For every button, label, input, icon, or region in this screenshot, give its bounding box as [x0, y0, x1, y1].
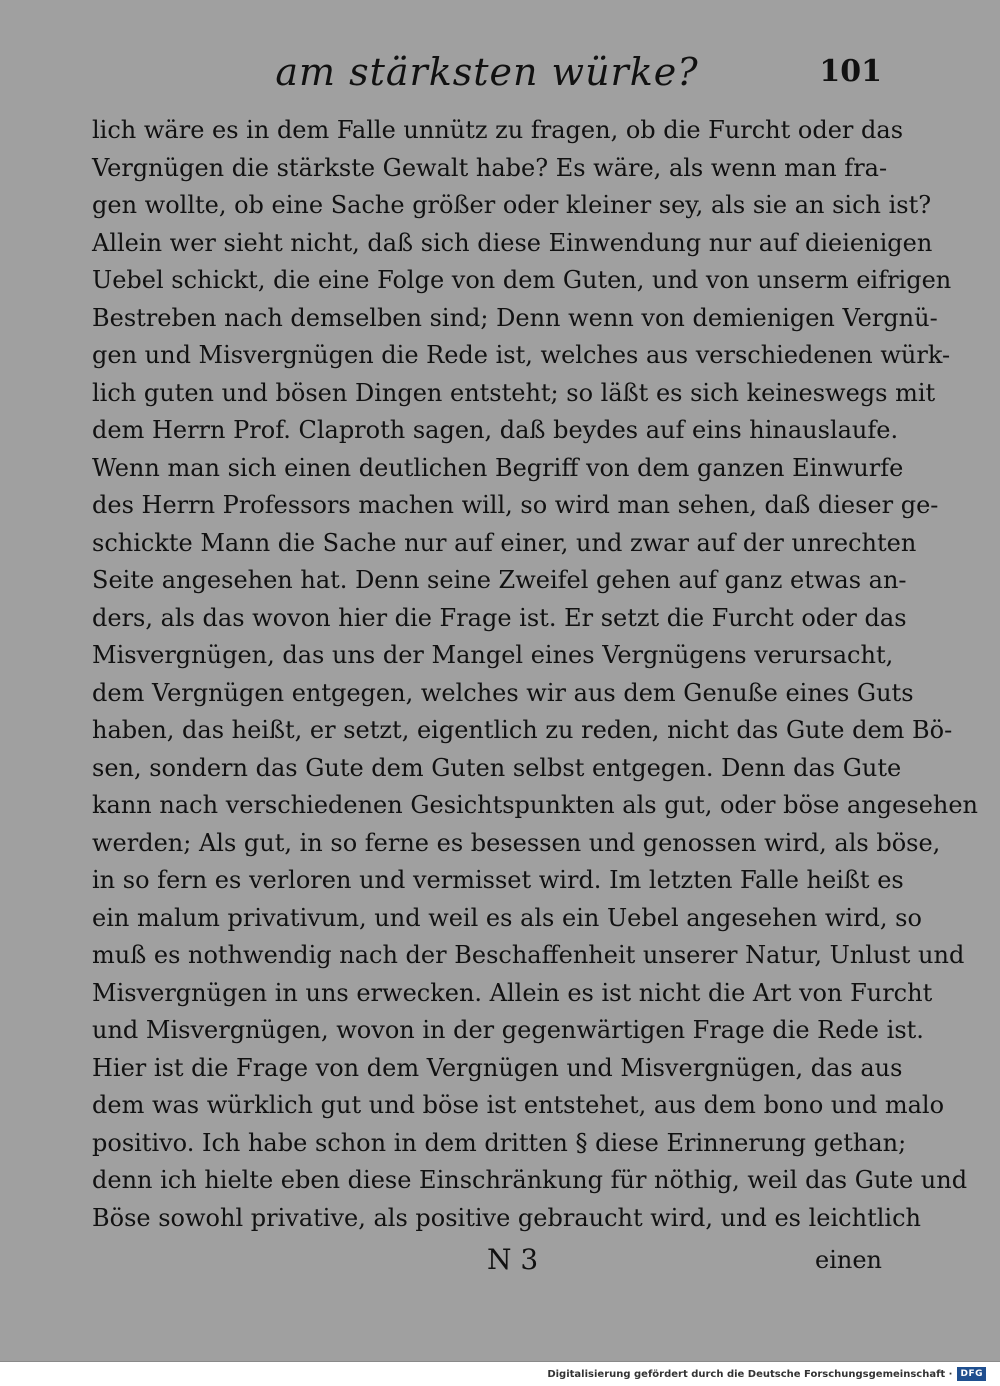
text-line: werden; Als gut, in so ferne es besessen und genossen wird, als böse,	[92, 828, 941, 857]
text-line: Vergnügen die stärkste Gewalt habe? Es wäre, als wenn man fra-	[92, 153, 888, 182]
text-line: Misvergnügen, das uns der Mangel eines Vergnügens verursacht,	[92, 641, 894, 669]
text-line: gen und Misvergnügen die Rede ist, welches aus verschiedenen würk-	[92, 341, 951, 369]
text-line: dem was würklich gut und böse ist entstehet, aus dem bono und malo	[92, 1091, 945, 1119]
body-text	[92, 112, 979, 1237]
text-line: dem Vergnügen entgegen, welches wir aus dem Genuße eines Guts	[92, 678, 914, 707]
text-line: Uebel schickt, die eine Folge von dem Guten, und von unserm eifrigen	[92, 266, 952, 294]
text-line: Wenn man sich einen deutlichen Begriff von dem ganzen Einwurfe	[92, 453, 904, 482]
funding-text: Digitalisierung gefördert durch die Deutsche Forschungsgemeinschaft ·	[547, 1368, 953, 1380]
page-footer	[92, 1240, 882, 1280]
funding-bar	[0, 1361, 1000, 1386]
text-line: Böse sowohl privative, als positive gebraucht wird, und es leichtlich	[92, 1203, 921, 1232]
text-line: in so fern es verloren und vermisset wird. Im letzten Falle heißt es	[92, 866, 904, 894]
text-line: positivo. Ich habe schon in dem dritten § diese Erinnerung gethan;	[92, 1128, 907, 1157]
text-line: dem Herrn Prof. Claproth sagen, daß beydes auf eins hinauslaufe.	[92, 416, 899, 444]
text-line: Bestreben nach demselben sind; Denn wenn von demienigen Vergnü-	[92, 303, 938, 332]
text-line: des Herrn Professors machen will, so wird man sehen, daß dieser ge-	[92, 491, 939, 519]
text-line: haben, das heißt, er setzt, eigentlich zu reden, nicht das Gute dem Bö-	[92, 716, 953, 744]
page-header	[92, 44, 882, 100]
page-number: 101	[819, 54, 882, 89]
text-line: lich wäre es in dem Falle unnütz zu fragen, ob die Furcht oder das	[92, 116, 904, 144]
text-line: ein malum privativum, und weil es als ein Uebel angesehen wird, so	[92, 903, 922, 932]
text-line: denn ich hielte eben diese Einschränkung für nöthig, weil das Gute und	[92, 1166, 968, 1194]
text-line: sen, sondern das Gute dem Guten selbst entgegen. Denn das Gute	[92, 753, 902, 782]
text-line: Seite angesehen hat. Denn seine Zweifel gehen auf ganz etwas an-	[92, 566, 907, 594]
running-head: am stärksten würke?	[275, 50, 699, 94]
text-line: Hier ist die Frage von dem Vergnügen und Misvergnügen, das aus	[92, 1053, 903, 1082]
text-line: Misvergnügen in uns erwecken. Allein es ist nicht die Art von Furcht	[92, 978, 933, 1007]
signature-mark: N 3	[487, 1243, 539, 1276]
text-line: und Misvergnügen, wovon in der gegenwärtigen Frage die Rede ist.	[92, 1016, 924, 1044]
catchword: einen	[815, 1246, 882, 1274]
text-line: ders, als das wovon hier die Frage ist. Er setzt die Furcht oder das	[92, 603, 907, 632]
text-line: lich guten und bösen Dingen entsteht; so läßt es sich keineswegs mit	[92, 378, 936, 407]
text-line: schickte Mann die Sache nur auf einer, und zwar auf der unrechten	[92, 528, 917, 557]
text-line: muß es nothwendig nach der Beschaffenheit unserer Natur, Unlust und	[92, 941, 965, 969]
text-line: Allein wer sieht nicht, daß sich diese Einwendung nur auf dieienigen	[92, 228, 933, 257]
text-line: kann nach verschiedenen Gesichtspunkten als gut, oder böse angesehen	[92, 791, 979, 819]
text-line: gen wollte, ob eine Sache größer oder kleiner sey, als sie an sich ist?	[92, 191, 932, 219]
dfg-logo: DFG	[957, 1367, 986, 1381]
